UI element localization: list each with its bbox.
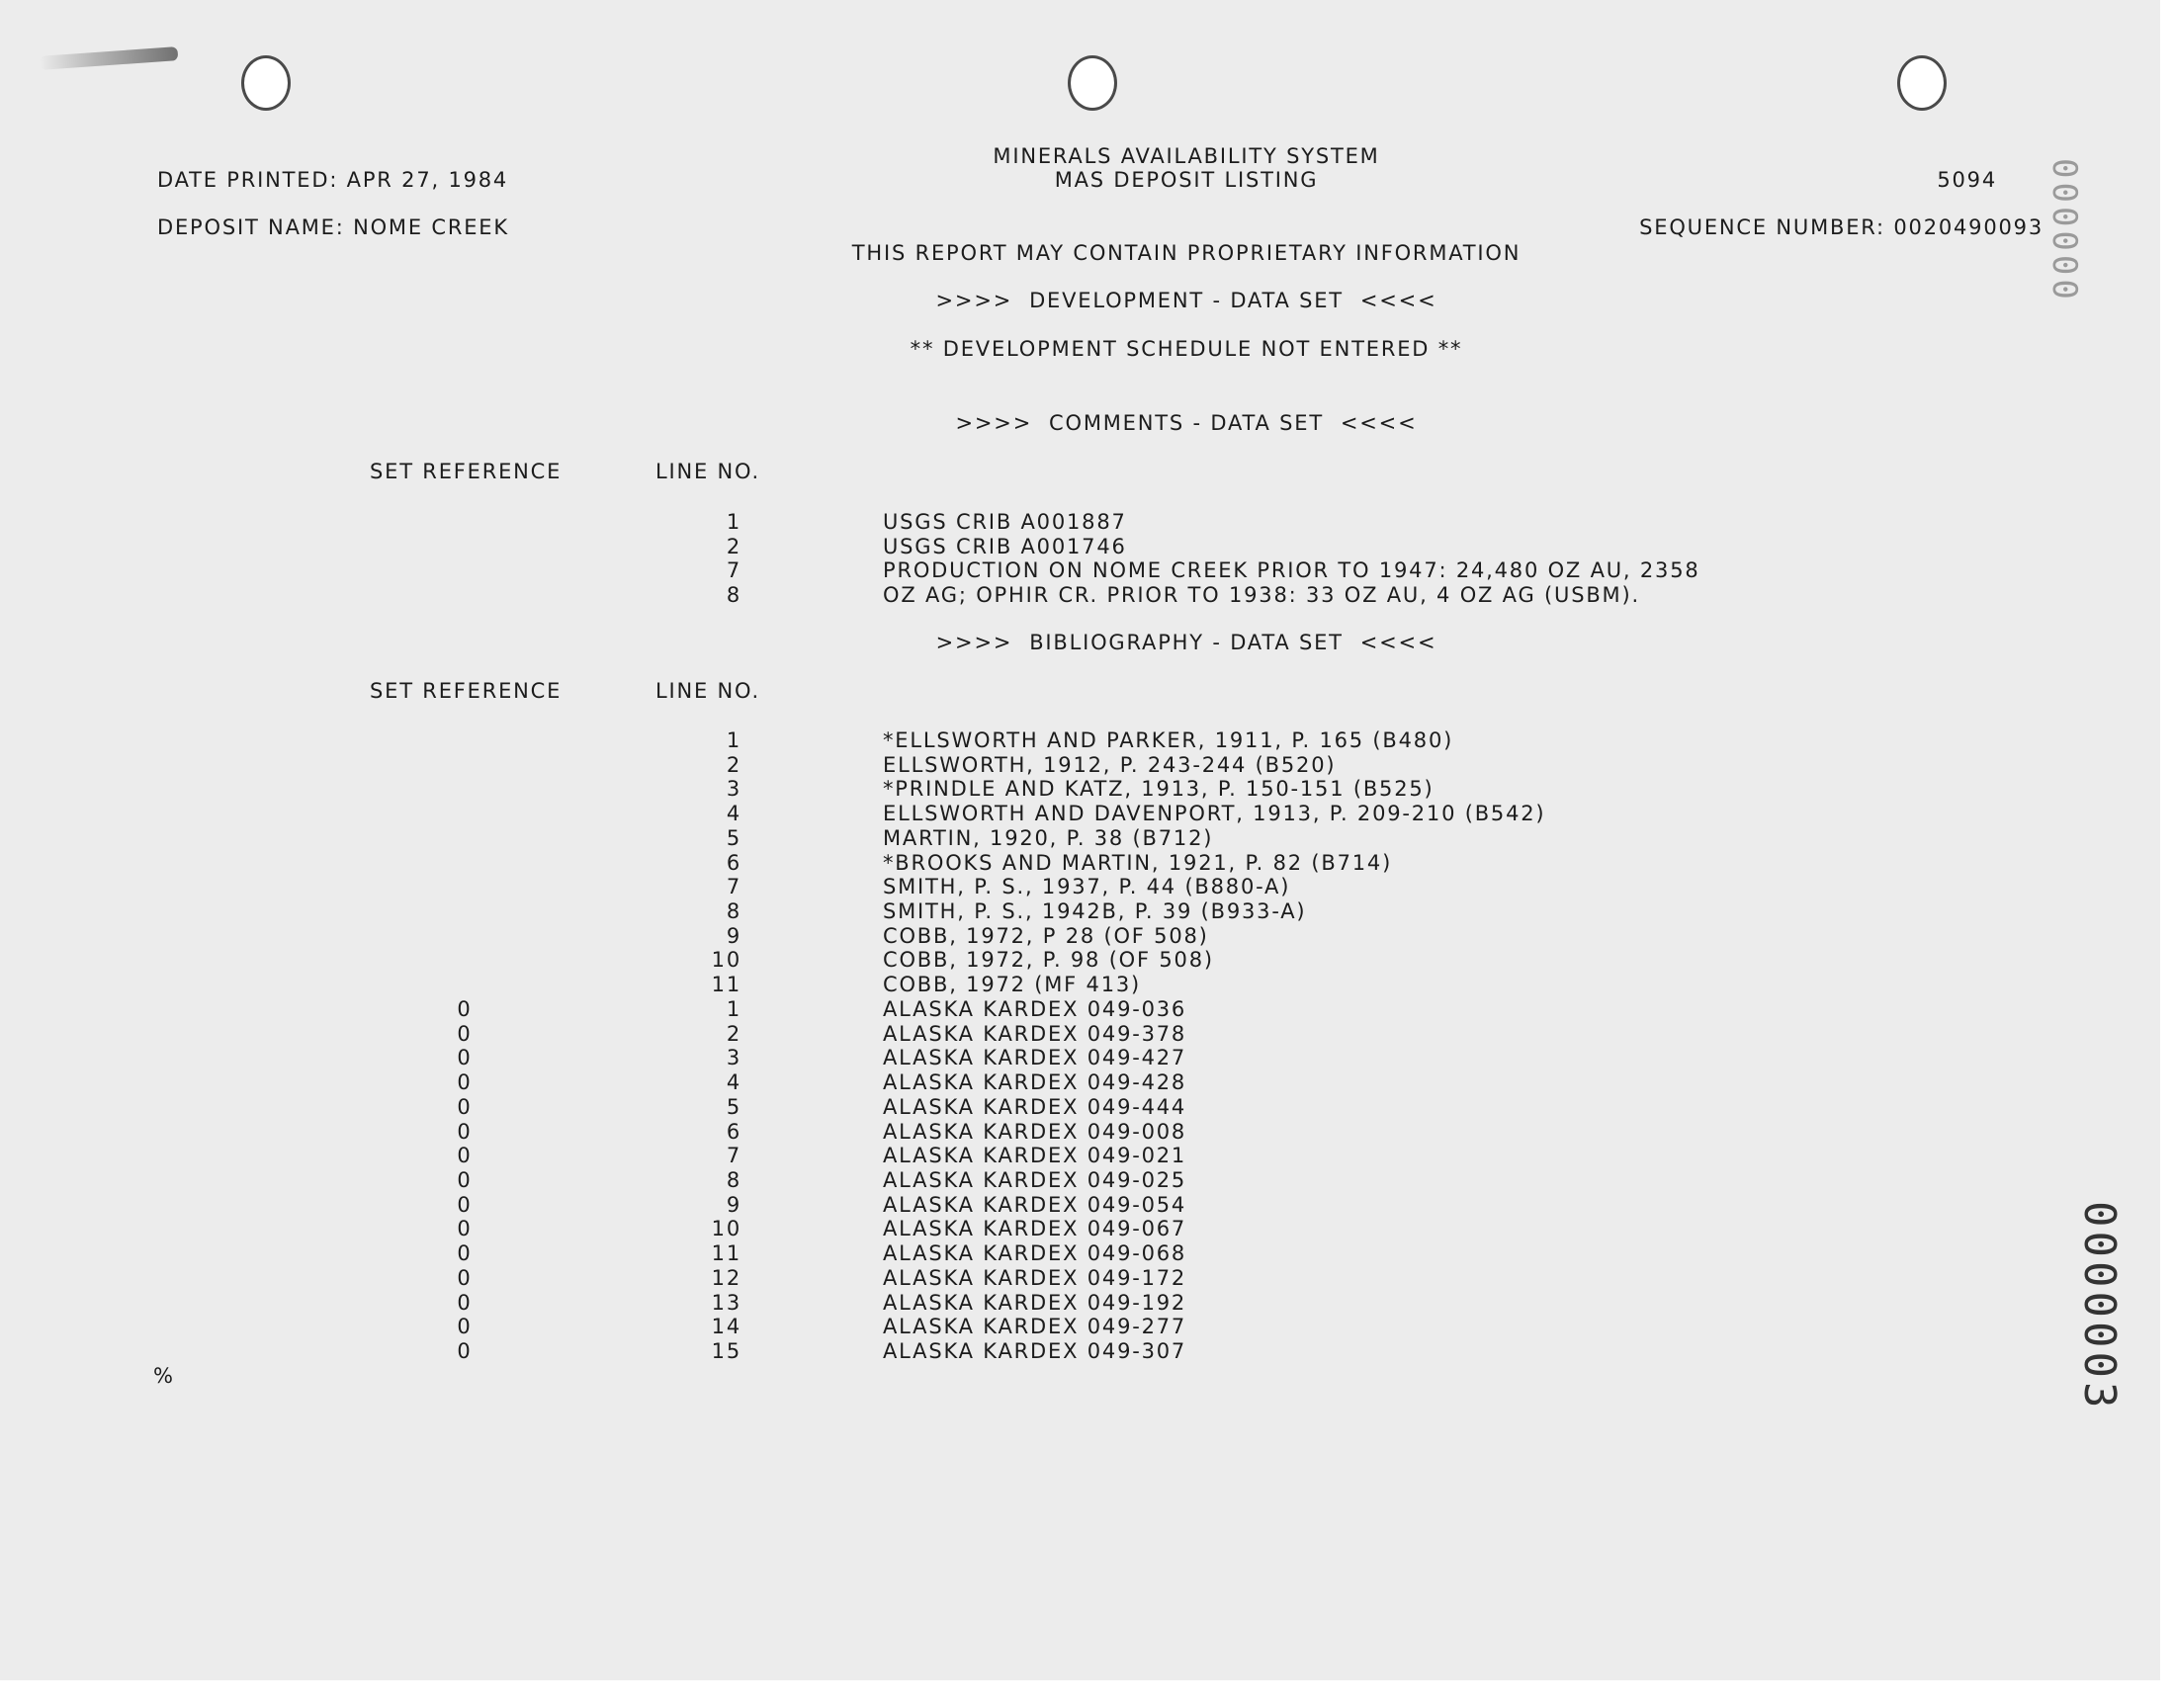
line-number-cell: 8: [726, 1167, 741, 1192]
entry-text-cell: ALASKA KARDEX 049-444: [883, 1094, 1187, 1119]
scan-edge-bottom: [0, 1680, 2175, 1708]
entry-text-cell: ALASKA KARDEX 049-378: [883, 1021, 1187, 1046]
development-heading: >>>> DEVELOPMENT - DATA SET <<<<: [935, 289, 1437, 312]
line-number-cell: 4: [726, 802, 741, 826]
table-row: [0, 1168, 2175, 1193]
table-row: [0, 753, 2175, 778]
set-reference-cell: 0: [457, 1265, 473, 1290]
set-reference-cell: 0: [457, 1290, 473, 1315]
table-row: [0, 1266, 2175, 1291]
table-row: [0, 1291, 2175, 1316]
line-number-cell: 6: [726, 1119, 741, 1144]
bibliography-col-line-no: LINE NO.: [655, 679, 761, 703]
line-number-cell: 2: [726, 752, 741, 777]
entry-text-cell: *BROOKS AND MARTIN, 1921, P. 82 (B714): [883, 850, 1393, 875]
entry-text-cell: ALASKA KARDEX 049-068: [883, 1241, 1187, 1266]
set-reference-cell: 0: [457, 996, 473, 1021]
entry-text-cell: MARTIN, 1920, P. 38 (B712): [883, 825, 1214, 850]
comments-col-line-no: LINE NO.: [655, 460, 761, 483]
entry-text-cell: ELLSWORTH AND DAVENPORT, 1913, P. 209-210 (B542): [883, 802, 1546, 826]
bibliography-col-set-reference: SET REFERENCE: [370, 679, 563, 703]
line-number-cell: 11: [711, 973, 741, 997]
listing-title: MAS DEPOSIT LISTING: [1054, 168, 1319, 192]
table-row: [0, 875, 2175, 899]
line-number-cell: 9: [726, 923, 741, 948]
entry-text-cell: SMITH, P. S., 1942B, P. 39 (B933-A): [883, 899, 1307, 924]
entry-text-cell: ALASKA KARDEX 049-021: [883, 1144, 1187, 1168]
entry-text-cell: USGS CRIB A001887: [883, 510, 1127, 534]
line-number-cell: 9: [726, 1192, 741, 1217]
table-row: [0, 558, 2175, 583]
line-number-cell: 4: [726, 1070, 741, 1095]
line-number-cell: 11: [711, 1241, 741, 1266]
set-reference-cell: 0: [457, 1167, 473, 1192]
table-row: [0, 899, 2175, 924]
line-number-cell: 1: [726, 510, 741, 534]
line-number-cell: 7: [726, 1144, 741, 1168]
table-row: [0, 777, 2175, 802]
entry-text-cell: ALASKA KARDEX 049-036: [883, 996, 1187, 1021]
entry-text-cell: ALASKA KARDEX 049-172: [883, 1265, 1187, 1290]
table-row: [0, 1193, 2175, 1218]
line-number-cell: 3: [726, 1046, 741, 1070]
line-number-cell: 13: [711, 1290, 741, 1315]
table-row: [0, 1217, 2175, 1241]
set-reference-cell: 0: [457, 1021, 473, 1046]
entry-text-cell: USGS CRIB A001746: [883, 534, 1127, 558]
frame-stamp-bottom: 0000003: [2074, 1201, 2125, 1412]
table-row: [0, 1315, 2175, 1339]
line-number-cell: 12: [711, 1265, 741, 1290]
entry-text-cell: ALASKA KARDEX 049-192: [883, 1290, 1187, 1315]
entry-text-cell: *ELLSWORTH AND PARKER, 1911, P. 165 (B480): [883, 728, 1454, 752]
table-row: [0, 1095, 2175, 1120]
set-reference-cell: 0: [457, 1144, 473, 1168]
proprietary-notice: THIS REPORT MAY CONTAIN PROPRIETARY INFORMATION: [851, 241, 1522, 265]
table-row: [0, 1022, 2175, 1047]
line-number-cell: 7: [726, 558, 741, 582]
line-number-cell: 7: [726, 875, 741, 899]
line-number-cell: 1: [726, 728, 741, 752]
table-row: [0, 851, 2175, 876]
table-row: [0, 802, 2175, 826]
set-reference-cell: 0: [457, 1119, 473, 1144]
line-number-cell: 5: [726, 1094, 741, 1119]
table-row: [0, 1241, 2175, 1266]
entry-text-cell: COBB, 1972, P. 98 (OF 508): [883, 948, 1214, 973]
line-number-cell: 5: [726, 825, 741, 850]
line-number-cell: 1: [726, 996, 741, 1021]
table-row: [0, 973, 2175, 997]
table-row: [0, 583, 2175, 608]
end-mark: %: [153, 1364, 175, 1388]
entry-text-cell: ALASKA KARDEX 049-307: [883, 1339, 1187, 1363]
entry-text-cell: PRODUCTION ON NOME CREEK PRIOR TO 1947: 24,480 OZ AU, 2358: [883, 558, 1700, 582]
table-row: [0, 997, 2175, 1022]
table-row: [0, 1120, 2175, 1145]
scan-edge-right: [2160, 0, 2175, 1708]
table-row: [0, 728, 2175, 753]
entry-text-cell: ALASKA KARDEX 049-067: [883, 1217, 1187, 1241]
bibliography-heading: >>>> BIBLIOGRAPHY - DATA SET <<<<: [935, 631, 1437, 654]
entry-text-cell: ALASKA KARDEX 049-427: [883, 1046, 1187, 1070]
table-row: [0, 510, 2175, 535]
table-row: [0, 1046, 2175, 1070]
line-number-cell: 10: [711, 1217, 741, 1241]
set-reference-cell: 0: [457, 1094, 473, 1119]
set-reference-cell: 0: [457, 1241, 473, 1266]
punch-hole-left: [241, 55, 291, 111]
entry-text-cell: COBB, 1972 (MF 413): [883, 973, 1142, 997]
set-reference-cell: 0: [457, 1315, 473, 1339]
set-reference-cell: 0: [457, 1046, 473, 1070]
table-row: [0, 948, 2175, 973]
line-number-cell: 6: [726, 850, 741, 875]
table-row: [0, 535, 2175, 559]
entry-text-cell: ALASKA KARDEX 049-008: [883, 1119, 1187, 1144]
table-row: [0, 1339, 2175, 1364]
table-row: [0, 1070, 2175, 1095]
comments-heading: >>>> COMMENTS - DATA SET <<<<: [955, 411, 1418, 435]
development-note: ** DEVELOPMENT SCHEDULE NOT ENTERED **: [910, 337, 1463, 361]
smudge-mark: [40, 46, 179, 70]
set-reference-cell: 0: [457, 1217, 473, 1241]
entry-text-cell: ALASKA KARDEX 049-054: [883, 1192, 1187, 1217]
line-number-cell: 8: [726, 582, 741, 607]
comments-col-set-reference: SET REFERENCE: [370, 460, 563, 483]
table-row: [0, 1144, 2175, 1168]
set-reference-cell: 0: [457, 1339, 473, 1363]
set-reference-cell: 0: [457, 1070, 473, 1095]
line-number-cell: 15: [711, 1339, 741, 1363]
entry-text-cell: ALASKA KARDEX 049-428: [883, 1070, 1187, 1095]
system-title: MINERALS AVAILABILITY SYSTEM: [993, 144, 1380, 168]
entry-text-cell: ALASKA KARDEX 049-025: [883, 1167, 1187, 1192]
table-row: [0, 826, 2175, 851]
sequence-number: SEQUENCE NUMBER: 0020490093: [1639, 215, 2044, 239]
line-number-cell: 8: [726, 899, 741, 924]
line-number-cell: 10: [711, 948, 741, 973]
entry-text-cell: *PRINDLE AND KATZ, 1913, P. 150-151 (B525): [883, 777, 1435, 802]
table-row: [0, 924, 2175, 949]
entry-text-cell: COBB, 1972, P 28 (OF 508): [883, 923, 1209, 948]
entry-text-cell: OZ AG; OPHIR CR. PRIOR TO 1938: 33 OZ AU, 4 OZ AG (USBM).: [883, 582, 1640, 607]
frame-stamp-top: 000000: [2044, 158, 2084, 303]
line-number-cell: 14: [711, 1315, 741, 1339]
entry-text-cell: ELLSWORTH, 1912, P. 243-244 (B520): [883, 752, 1337, 777]
deposit-name: DEPOSIT NAME: NOME CREEK: [157, 215, 509, 239]
line-number-cell: 2: [726, 1021, 741, 1046]
entry-text-cell: SMITH, P. S., 1937, P. 44 (B880-A): [883, 875, 1291, 899]
page-number: 5094: [1937, 168, 1997, 192]
line-number-cell: 2: [726, 534, 741, 558]
set-reference-cell: 0: [457, 1192, 473, 1217]
entry-text-cell: ALASKA KARDEX 049-277: [883, 1315, 1187, 1339]
punch-hole-right: [1897, 55, 1947, 111]
punch-hole-center: [1068, 55, 1117, 111]
date-printed: DATE PRINTED: APR 27, 1984: [157, 168, 509, 192]
line-number-cell: 3: [726, 777, 741, 802]
